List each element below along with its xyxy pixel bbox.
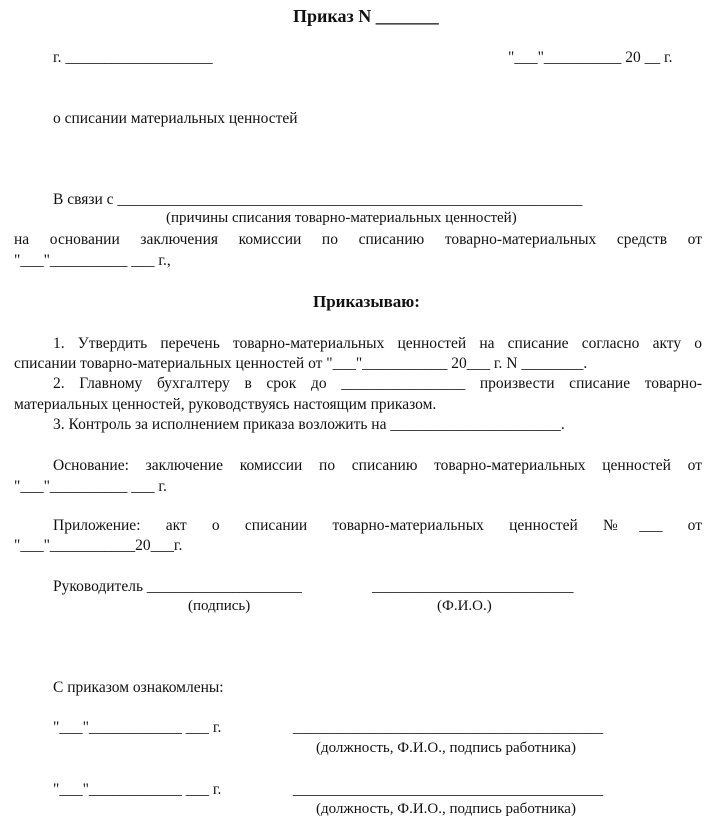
acquainted-label: С приказом ознакомлены:: [53, 679, 224, 696]
foundation-date-field[interactable]: "___"__________ ___ г.: [14, 478, 167, 495]
signature-caption: (подпись): [188, 598, 251, 614]
item-1-line-2: списании товарно-материальных ценностей от "___"___________ 20___ г. N ________.: [14, 355, 588, 372]
acquaintance-date-field[interactable]: "___"____________ ___ г.: [53, 781, 222, 798]
city-field[interactable]: г. ___________________: [53, 49, 213, 66]
order-heading: Приказываю:: [313, 292, 420, 311]
basis-date-field[interactable]: "___"__________ ___ г.,: [14, 252, 171, 269]
director-signature-field[interactable]: Руководитель ____________________: [53, 578, 302, 595]
reason-field[interactable]: В связи с ____________________________________________________________: [53, 191, 583, 208]
date-field[interactable]: "___"__________ 20 __ г.: [508, 49, 673, 66]
basis-line: на основании заключения комиссии по списанию товарно-материальных средств от: [14, 231, 702, 248]
order-subject: о списании материальных ценностей: [53, 110, 298, 127]
item-2-line-1: 2. Главному бухгалтеру в срок до ________________ произвести списание товарно-: [53, 375, 702, 392]
item-1-line-1: 1. Утвердить перечень товарно-материальных ценностей на списание согласно акту о: [53, 335, 702, 352]
fio-caption: (Ф.И.О.): [437, 598, 492, 614]
acquaintance-caption: (должность, Ф.И.О., подпись работника): [316, 740, 576, 756]
order-title: Приказ N _______: [293, 6, 439, 26]
acquaintance-signature-field[interactable]: ________________________________________: [293, 781, 603, 798]
acquaintance-signature-field[interactable]: ________________________________________: [293, 719, 603, 736]
item-3: 3. Контроль за исполнением приказа возложить на ______________________.: [53, 416, 565, 433]
foundation-line-1: Основание: заключение комиссии по списанию товарно-материальных ценностей от: [53, 457, 702, 474]
reason-caption: (причины списания товарно-материальных ценностей): [166, 210, 517, 226]
acquaintance-caption: (должность, Ф.И.О., подпись работника): [316, 801, 576, 817]
acquaintance-date-field[interactable]: "___"____________ ___ г.: [53, 719, 222, 736]
director-fio-field[interactable]: __________________________: [372, 578, 574, 595]
item-2-line-2: материальных ценностей, руководствуясь настоящим приказом.: [14, 396, 437, 413]
attachment-line-1: Приложение: акт о списании товарно-материальных ценностей №___ от: [53, 517, 702, 534]
attachment-date-field[interactable]: "___"___________20___г.: [14, 537, 183, 554]
